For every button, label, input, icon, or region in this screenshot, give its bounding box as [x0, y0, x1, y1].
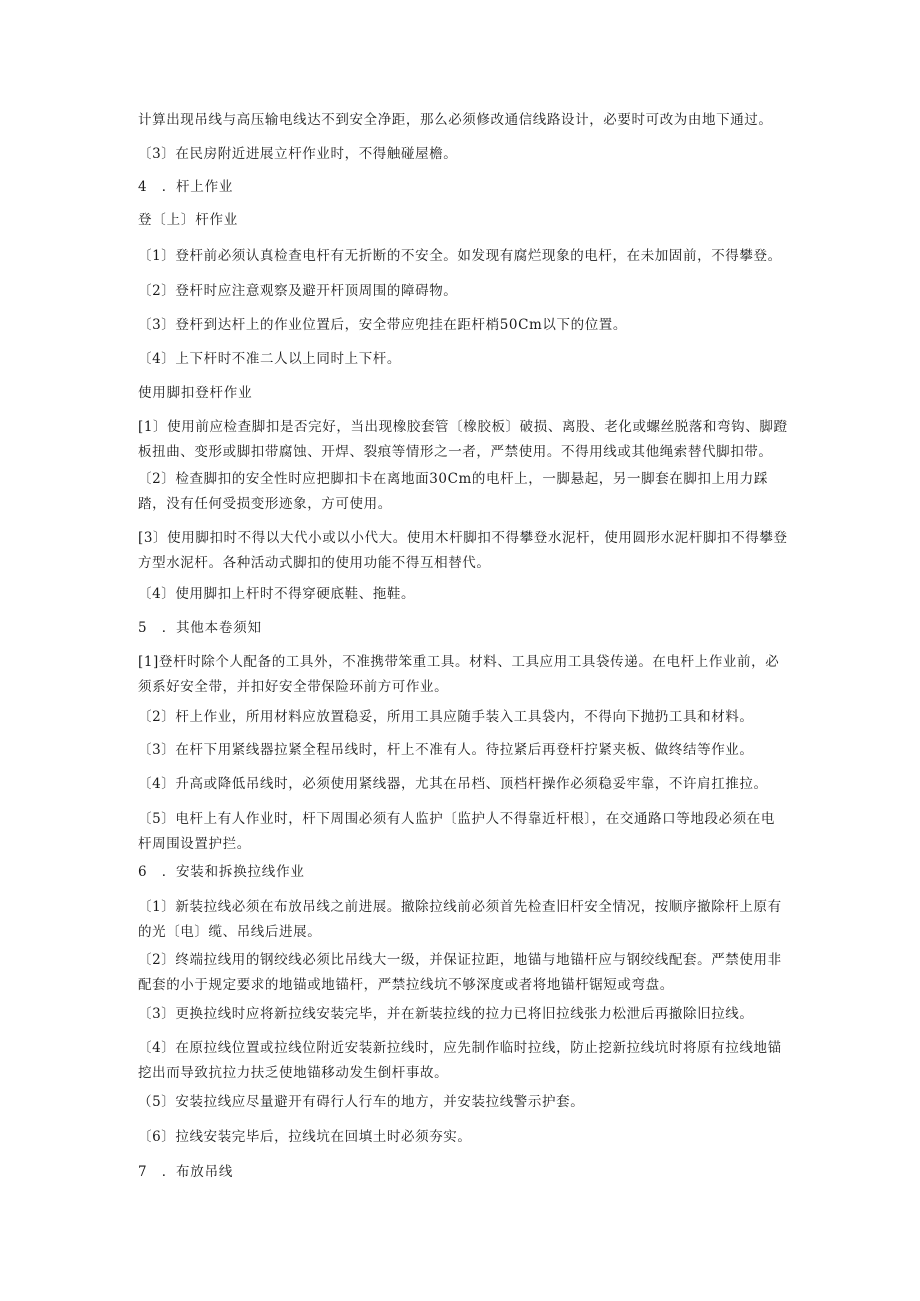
paragraph: 〔2〕终端拉线用的钢绞线必须比吊线大一级，并保证拉距，地锚与地锚杆应与钢绞线配套。严禁使用非配套的小于规定要求的地锚或地锚杆，严禁拉线坑不够深度或者将地锚杆锯短或弯盘。	[138, 952, 782, 993]
paragraph: （5〕安装拉线应尽量避开有碍行人行车的地方，并安装拉线警示护套。	[138, 1094, 585, 1110]
section-heading: 7 ．布放吊线	[138, 1164, 234, 1180]
paragraph: 〔3〕更换拉线时应将新拉线安装完毕，并在新装拉线的拉力已将旧拉线张力松泄后再撤除旧拉线。	[138, 1006, 754, 1022]
paragraph: [3〕使用脚扣时不得以大代小或以小代大。使用木杆脚扣不得攀登水泥杆，使用圆形水泥杆脚扣不得攀登方型水泥杆。各种活动式脚扣的使用功能不得互相替代。	[138, 530, 788, 571]
paragraph: 计算出现吊线与高压输电线达不到安全净距，那么必须修改通信线路设计，必要时可改为由地下通过。	[138, 112, 773, 128]
paragraph: 〔4〕在原拉线位置或拉线位附近安装新拉线时，应先制作临时拉线，防止挖新拉线坑时将原有拉线地锚挖出而导致抗拉力扶乏使地锚移动发生倒杆事故。	[138, 1040, 782, 1081]
paragraph: [1]登杆时除个人配备的工具外，不准携带笨重工具。材料、工具应用工具袋传递。在电杆上作业前，必须系好安全带，并扣好安全带保险环前方可作业。	[138, 654, 780, 695]
paragraph: 〔1〕新装拉线必须在布放吊线之前进展。撤除拉线前必须首先检查旧杆安全情况，按顺序撤除杆上原有的光〔电〕缆、吊线后进展。	[138, 899, 782, 940]
paragraph: 〔4〕使用脚扣上杆时不得穿硬底鞋、拖鞋。	[138, 586, 416, 602]
subsection-heading: 使用脚扣登杆作业	[138, 385, 253, 401]
paragraph: 〔2〕检查脚扣的安全性时应把脚扣卡在离地面30Cm的电杆上，一脚悬起，另一脚套在脚扣上用力踩踏，没有任何受损变形迹象，方可使用。	[138, 471, 768, 512]
section-heading: 6 ．安装和拆换拉线作业	[138, 864, 305, 880]
paragraph: 〔3〕登杆到达杆上的作业位置后，安全带应兜挂在距杆梢50Cm以下的位置。	[138, 317, 627, 333]
subsection-heading: 登〔上〕杆作业	[138, 212, 239, 228]
paragraph: 〔1〕登杆前必须认真检查电杆有无折断的不安全。如发现有腐烂现象的电杆，在未加固前，不得攀登。	[138, 248, 782, 264]
section-heading: 4 ．杆上作业	[138, 179, 234, 195]
paragraph: [1〕使用前应检查脚扣是否完好，当出现橡胶套管〔橡胶板〕破损、离股、老化或螺丝脱落和弯钩、脚蹬板扭曲、变形或脚扣带腐蚀、开焊、裂痕等情形之一者，严禁使用。不得用线或其他绳索替代脚扣带。	[138, 419, 788, 460]
paragraph: 〔6〕拉线安装完毕后，拉线坑在回填土时必须夯实。	[138, 1129, 472, 1145]
paragraph: 〔3〕在杆下用紧线器拉紧全程吊线时，杆上不准有人。待拉紧后再登杆拧紧夹板、做终结等作业。	[138, 742, 754, 758]
paragraph: 〔5〕电杆上有人作业时，杆下周围必须有人监护〔监护人不得靠近杆根〕，在交通路口等地段必须在电杆周围设置护拦。	[138, 811, 775, 852]
section-heading: 5 ．其他本卷须知	[138, 620, 262, 636]
paragraph: 〔4〕上下杆时不准二人以上同时上下杆。	[138, 351, 401, 367]
paragraph: 〔4〕升高或降低吊线时，必须使用紧线器，尤其在吊档、顶档杆操作必须稳妥牢靠，不许肩扛推拉。	[138, 776, 768, 792]
paragraph: 〔2〕杆上作业，所用材料应放置稳妥，所用工具应随手装入工具袋内，不得向下抛扔工具和材料。	[138, 709, 754, 725]
paragraph: 〔3〕在民房附近进展立杆作业时，不得触碰屋檐。	[138, 146, 458, 162]
paragraph: 〔2〕登杆时应注意观察及避开杆顶周围的障碍物。	[138, 283, 458, 299]
